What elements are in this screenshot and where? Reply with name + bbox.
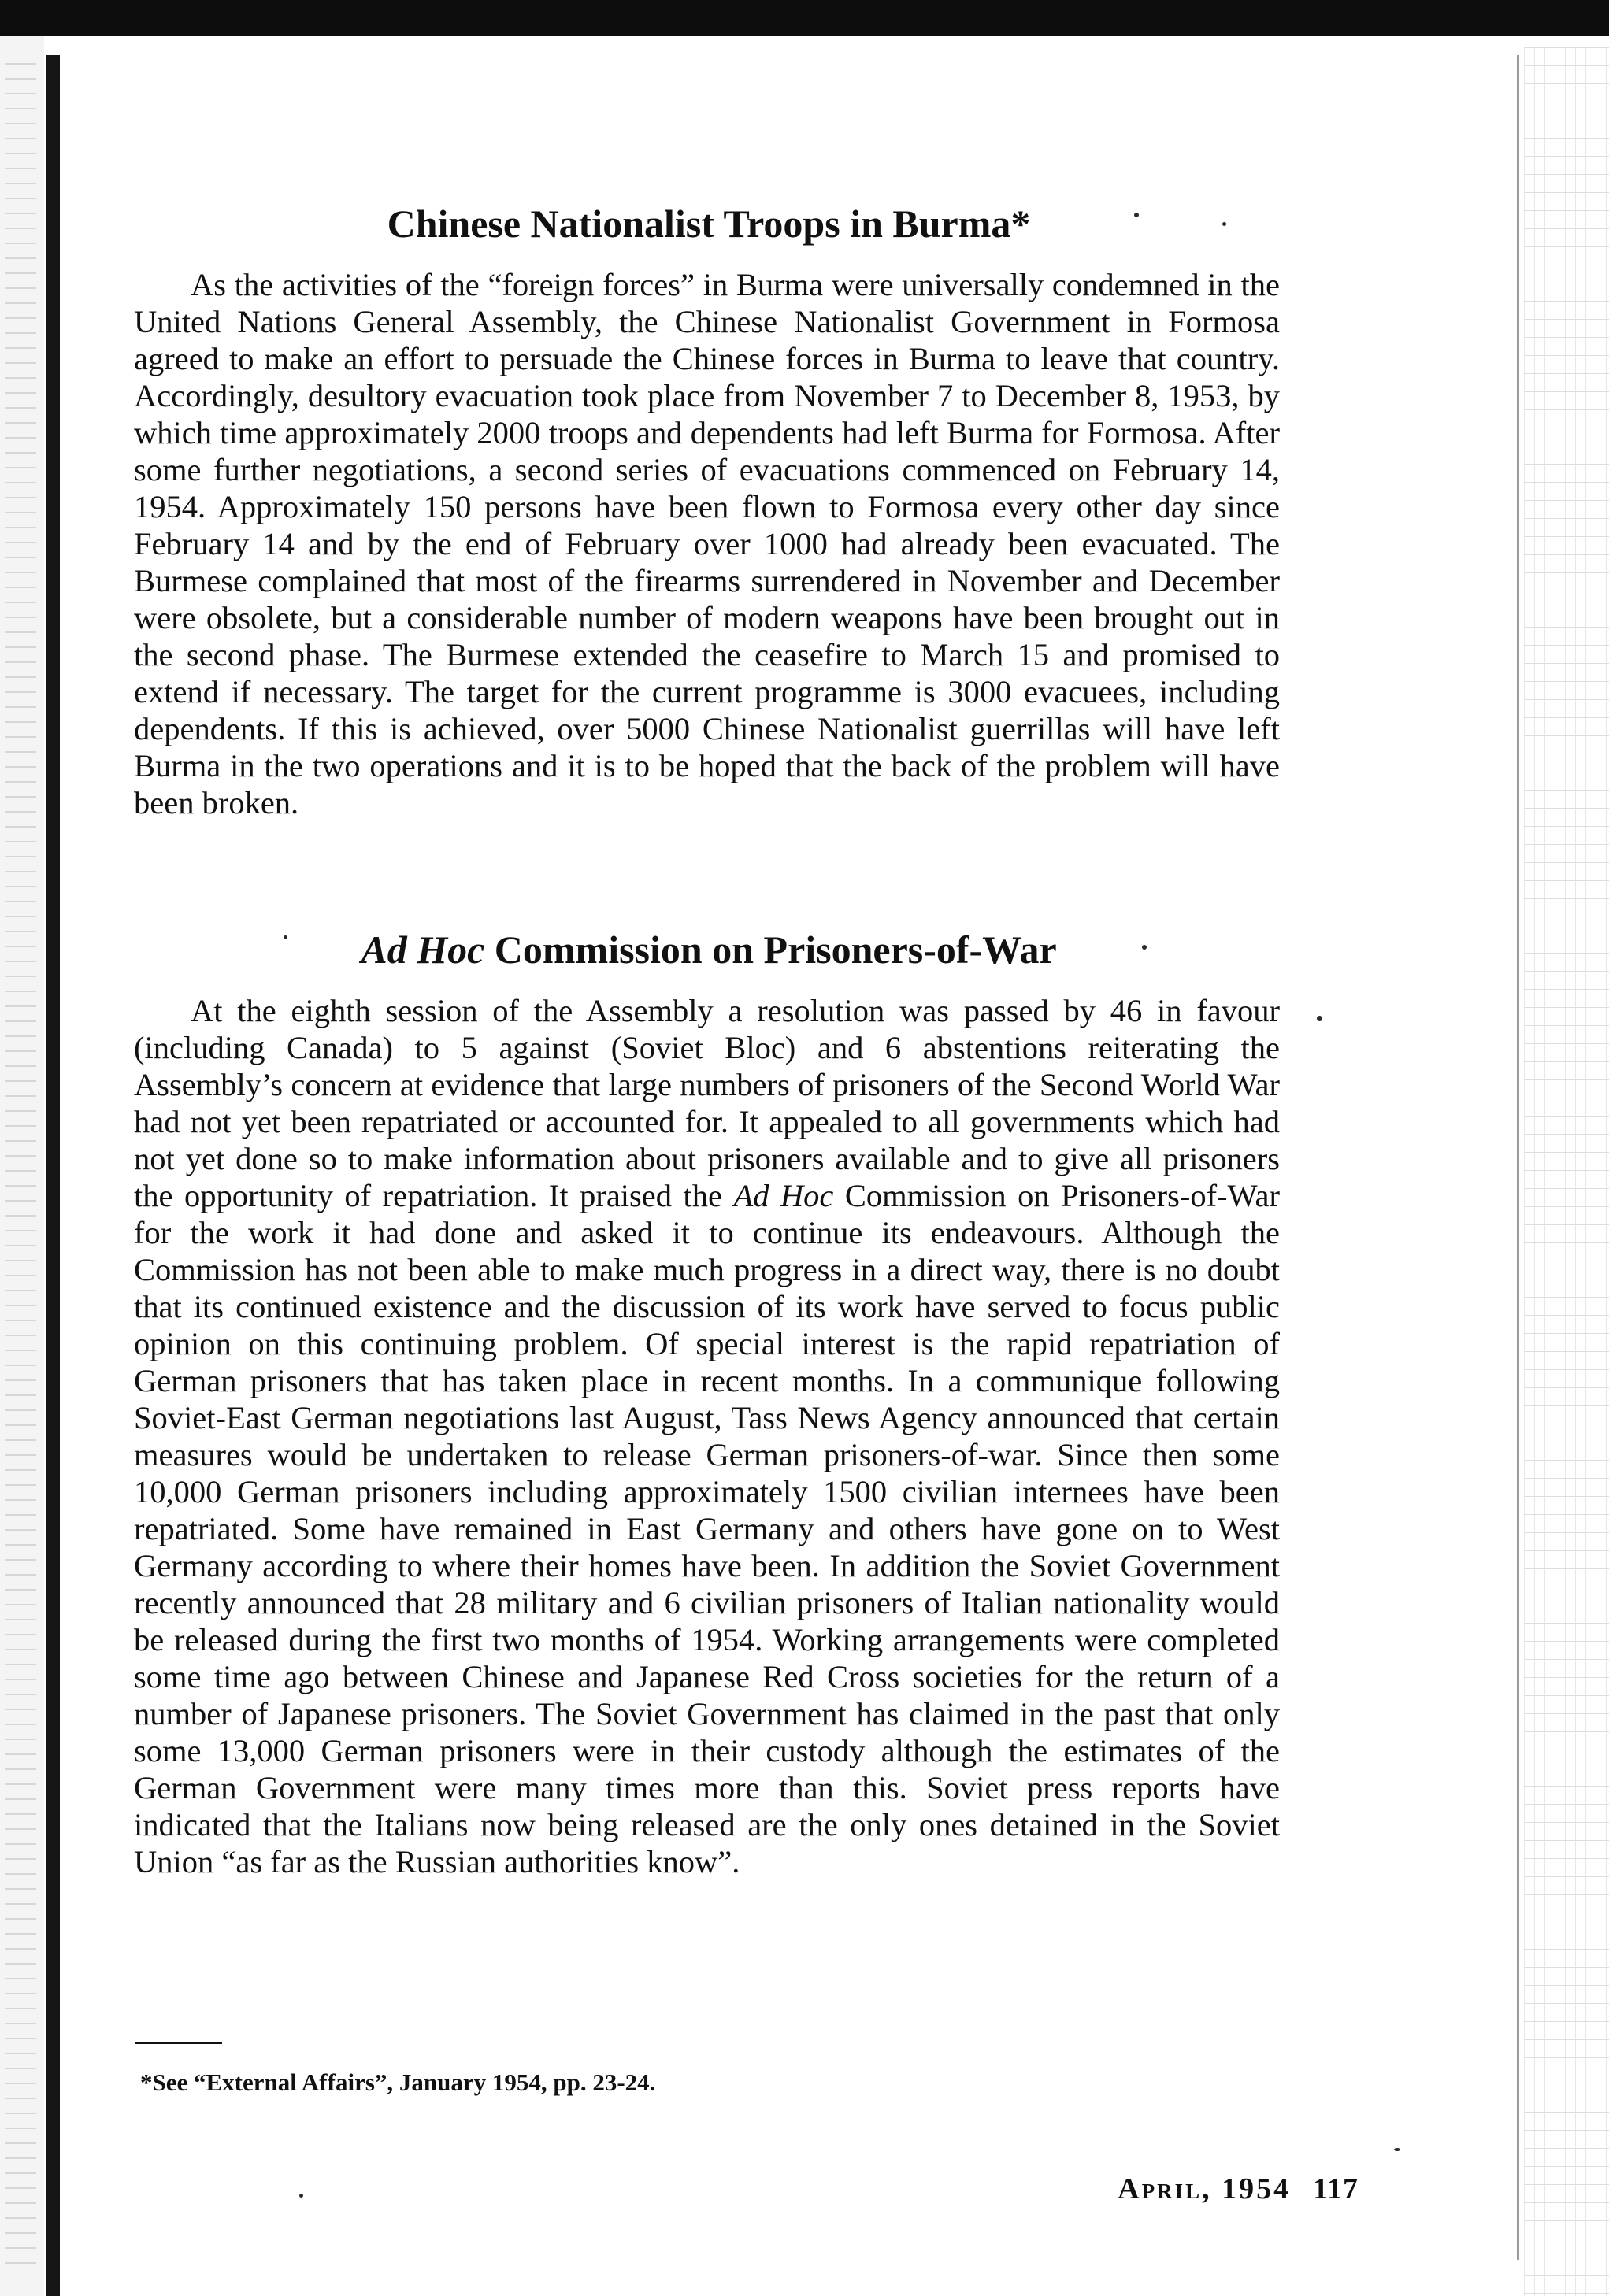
scan-speck [299,2194,303,2198]
scan-speck [1317,1016,1322,1021]
paragraph-prisoners [134,992,1280,1880]
section-title-burma [134,200,1284,247]
paragraph-burma: As the activities of the “foreign forces” in Burma were universally condemned in the United Nations General Assembly, the Chinese Nationalist Government in Formosa agreed to make an effort to persuade the Chinese forces in Burma to leave that country. Accordingly, desultory evacuation took place from November 7 to December 8, 1953, by which time approximately 2000 troops and dependents had left Burma for Formosa. After some further negotiations, a second series of evacuations commenced on February 14, 1954. Approximately 150 persons have been flown to Formosa every other day since February 14 and by the end of February over 1000 had already been evacuated. The Burmese complained that most of the firearms surrendered in November and December were obsolete, but a considerable number of modern weapons have been brought out in the second phase. The Burmese extended the ceasefire to March 15 and promised to extend if necessary. The target for the current programme is 3000 evacuees, including dependents. If this is achieved, over 5000 Chinese Nationalist guerrillas will have left Burma in the two operations and it is to be hoped that the back of the problem will have been broken. [134,267,1280,820]
footer-date: April, 1954 [1118,2172,1292,2205]
scan-speck [1222,222,1226,226]
scan-speck [1134,213,1139,217]
scan-speck [1142,945,1147,950]
scan-right-noise [1524,47,1609,2296]
footnote-divider [135,2042,222,2044]
section-title-burma-text: Chinese Nationalist Troops in Burma* [387,202,1031,246]
paragraph-prisoners-start: At the eighth session of the Assembly a resolution was passed by 46 in favour (including Canada) to 5 against (Soviet Bloc) and 6 abstentions reiterating the Assembly’s concern at evidence that large numbers of prisoners of the Second World War had not yet been repatriated or accounted for. It appealed to all governments which had not yet done so to make information about prisoners available and to give all prisoners the opportunity of repatriation. It praised the [134,993,1280,1213]
book-spine-shadow [46,55,60,2296]
scan-top-border [0,0,1609,36]
paragraph-prisoners-end: Commission on Prisoners-of-War for the work it had done and asked it to continue its endeavours. Although the Commission has not been able to make much progress in a direct way, there is no doubt that its continued existence and the discussion of its work have served to focus public opinion on this continuing problem. Of special interest is the rapid repatriation of German prisoners that has taken place in recent months. In a communique following Soviet-East German negotiations last August, Tass News Agency announced that certain measures would be undertaken to release German prisoners-of-war. Since then some 10,000 German prisoners including approximately 1500 civilian internees have been repatriated. Some have remained in East Germany and others have gone on to West Germany according to where their homes have been. In addition the Soviet Government recently announced that 28 military and 6 civilian prisoners of Italian nationality would be released during the first two months of 1954. Working arrangements were completed some time ago between Chinese and Japanese Red Cross societies for the return of a number of Japanese prisoners. The Soviet Government has claimed in the past that only some 13,000 German prisoners were in their custody although the estimates of the German Government were many times more than this. Soviet press reports have indicated that the Italians now being released are the only ones detained in the Soviet Union “as far as the Russian authorities know”. [134,1178,1280,1879]
page-right-edge [1517,55,1519,2260]
scan-left-noise [5,63,36,2268]
scan-speck [284,935,287,939]
scan-speck [1394,2148,1400,2151]
footnote: *See “External Affairs”, January 1954, pp. 23-24. [140,2068,656,2096]
paragraph-prisoners-italic: Ad Hoc [733,1178,834,1213]
section-title-prisoners-italic: Ad Hoc [361,928,485,972]
section-title-prisoners [134,926,1284,973]
page-number: 117 [1313,2172,1359,2205]
section-title-prisoners-rest: Commission on Prisoners-of-War [484,928,1057,972]
page-footer [1118,2172,1359,2206]
